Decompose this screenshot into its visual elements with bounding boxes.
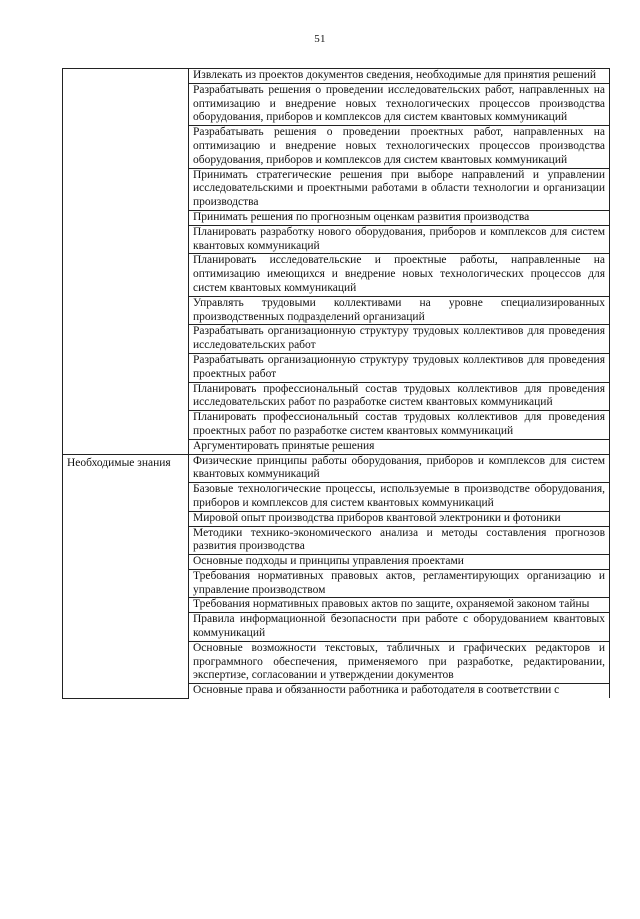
requirement-item: Основные подходы и принципы управления проектами bbox=[189, 555, 610, 570]
requirement-item: Разрабатывать организационную структуру трудовых коллективов для проведения исследовательских работ bbox=[189, 325, 610, 354]
requirement-item: Правила информационной безопасности при работе с оборудованием квантовых коммуникаций bbox=[189, 613, 610, 642]
requirement-item: Разрабатывать решения о проведении исследовательских работ, направленных на оптимизацию и внедрение новых технологических процессов производства оборудования, приборов и комплексов для систем квантовых коммуникаций bbox=[189, 83, 610, 125]
section-label-empty bbox=[63, 69, 189, 455]
requirement-item: Планировать исследовательские и проектные работы, направленные на оптимизацию имеющихся и внедрение новых технологических процессов для систем квантовых коммуникаций bbox=[189, 254, 610, 296]
requirement-item: Физические принципы работы оборудования, приборов и комплексов для систем квантовых коммуникаций bbox=[189, 454, 610, 483]
section-label-knowledge: Необходимые знания bbox=[63, 454, 189, 698]
requirement-item: Требования нормативных правовых актов, регламентирующих организацию и управление производством bbox=[189, 569, 610, 598]
requirement-item: Основные возможности текстовых, табличных и графических редакторов и программного обеспечения, применяемого при разработке, редактировании, экспертизе, согласовании и утверждении документов bbox=[189, 641, 610, 683]
requirement-item: Управлять трудовыми коллективами на уровне специализированных производственных подразделений организаций bbox=[189, 296, 610, 325]
requirement-item: Планировать разработку нового оборудования, приборов и комплексов для систем квантовых коммуникаций bbox=[189, 225, 610, 254]
requirement-item: Планировать профессиональный состав трудовых коллективов для проведения исследовательских работ по разработке систем квантовых коммуникаций bbox=[189, 382, 610, 411]
requirement-item: Извлекать из проектов документов сведения, необходимые для принятия решений bbox=[189, 69, 610, 84]
page-number: 51 bbox=[314, 33, 326, 45]
requirement-item: Базовые технологические процессы, используемые в производстве оборудования, приборов и комплексов для систем квантовых коммуникаций bbox=[189, 483, 610, 512]
requirement-item: Принимать решения по прогнозным оценкам развития производства bbox=[189, 210, 610, 225]
requirement-item: Разрабатывать организационную структуру трудовых коллективов для проведения проектных работ bbox=[189, 353, 610, 382]
requirement-item: Разрабатывать решения о проведении проектных работ, направленных на оптимизацию и внедрение новых технологических процессов производства оборудования, приборов и комплексов для систем квантовых коммуникаций bbox=[189, 126, 610, 168]
requirement-item: Методики технико-экономического анализа и методы составления прогнозов развития производства bbox=[189, 526, 610, 555]
table-row bbox=[63, 454, 610, 483]
requirement-item: Планировать профессиональный состав трудовых коллективов для проведения проектных работ по разработке систем квантовых коммуникаций bbox=[189, 411, 610, 440]
requirement-item: Требования нормативных правовых актов по защите, охраняемой законом тайны bbox=[189, 598, 610, 613]
requirements-table bbox=[62, 68, 610, 699]
table-row bbox=[63, 69, 610, 84]
requirements-table-body bbox=[63, 69, 610, 699]
requirement-item: Основные права и обязанности работника и работодателя в соответствии с bbox=[189, 684, 610, 698]
requirement-item: Аргументировать принятые решения bbox=[189, 439, 610, 454]
requirement-item: Принимать стратегические решения при выборе направлений и управлении исследовательскими и проектными работами в области технологии и организации производства bbox=[189, 168, 610, 210]
requirement-item: Мировой опыт производства приборов квантовой электроники и фотоники bbox=[189, 511, 610, 526]
